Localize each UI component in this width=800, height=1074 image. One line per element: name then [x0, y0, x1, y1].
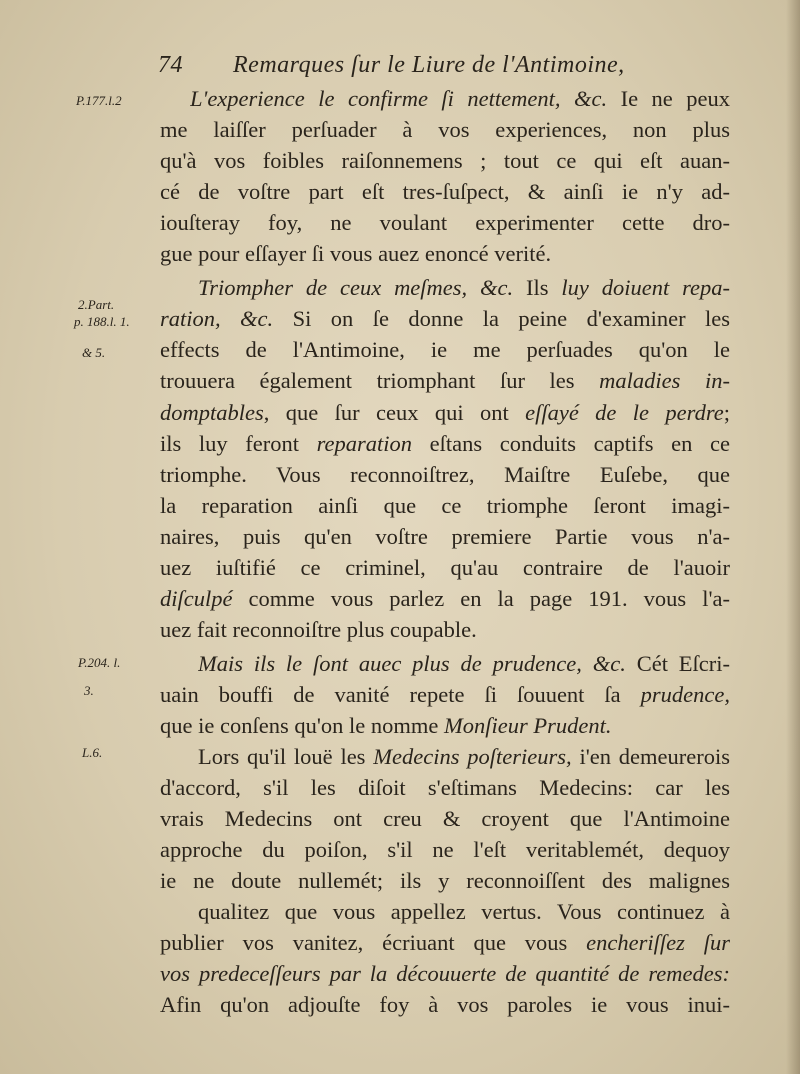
- margin-note: P.204. l.: [78, 655, 121, 670]
- text-line: [160, 990, 730, 1020]
- text-line: [160, 239, 730, 269]
- text-segment: uez fait reconnoiſtre plus coupable.: [160, 616, 477, 642]
- text-segment: uez iuſtifié ce criminel, qu'au contraire de l'auoir: [160, 554, 730, 580]
- text-line: [160, 115, 730, 145]
- text-segment: Lors qu'il louë les: [198, 744, 374, 770]
- margin-note: & 5.: [82, 345, 106, 360]
- italic-segment: ration, &c.: [160, 306, 274, 332]
- text-line: [160, 335, 730, 365]
- text-segment: que ie conſens qu'on le nomme: [160, 713, 444, 738]
- text-line: [160, 928, 730, 958]
- text-segment: cé de voſtre part eſt tres-ſuſpect, & ainſi ie n'y ad-: [160, 179, 730, 205]
- text-line: [160, 304, 730, 334]
- margin-note: 2.Part.: [78, 297, 115, 312]
- text-segment: qu'à vos foibles raiſonnemens ; tout ce qui eſt auan-: [160, 148, 730, 174]
- text-segment: Ils: [513, 275, 562, 301]
- page-edge-shadow: [786, 0, 800, 1074]
- text-line: [160, 553, 730, 583]
- text-segment: gue pour eſſayer ſi vous auez enoncé verité.: [160, 241, 552, 267]
- text-segment: publier vos vanitez, écriuant que vous: [160, 930, 587, 956]
- text-segment: Afin qu'on adjouſte foy à vos paroles ie vous inui-: [160, 992, 730, 1018]
- text-line: [160, 177, 730, 207]
- text-line: [160, 835, 730, 865]
- text-segment: Cét Eſcri-: [625, 650, 730, 676]
- page-number: 74: [158, 52, 183, 78]
- text-segment: la reparation ainſi que ce triomphe ſeront imagi-: [160, 492, 730, 518]
- text-segment: ils luy feront: [160, 430, 317, 456]
- italic-segment: encheriſſez ſur: [586, 930, 730, 956]
- text-segment: approche du poiſon, s'il ne l'eſt veritablemét, dequoy: [160, 837, 730, 863]
- text-segment: iouſteray foy, ne voulant experimenter cette dro-: [160, 210, 730, 236]
- text-segment: triomphe. Vous reconnoiſtrez, Maiſtre Euſebe, que: [160, 461, 730, 487]
- text-line: [160, 146, 730, 176]
- text-segment: ie ne doute nullemét; ils y reconnoiſſent des malignes: [160, 868, 730, 894]
- text-line: [160, 208, 730, 238]
- text-segment: trouuera également triomphant ſur les: [160, 368, 600, 394]
- text-line: [198, 649, 730, 679]
- text-segment: , que ſur ceux qui ont: [263, 399, 526, 425]
- text-line: [160, 866, 730, 896]
- italic-segment: prudence,: [640, 681, 730, 707]
- text-line: [160, 398, 730, 428]
- text-segment: vrais Medecins ont creu & croyent que l'Antimoine: [160, 806, 730, 832]
- text-line: [198, 273, 730, 303]
- text-segment: i'en demeurerois: [571, 744, 730, 770]
- italic-segment: Medecins poſterieurs,: [373, 744, 572, 770]
- italic-segment: reparation: [316, 430, 413, 456]
- text-line: [160, 804, 730, 834]
- text-line: [160, 522, 730, 552]
- text-segment: comme vous parlez en la page 191. vous l'a-: [232, 585, 730, 611]
- text-line: [160, 491, 730, 521]
- text-segment: naires, puis qu'en voſtre premiere Partie vous n'a-: [160, 523, 730, 549]
- text-segment: effects de l'Antimoine, ie me perſuades qu'on le: [160, 337, 730, 363]
- running-header: [158, 52, 648, 79]
- text-segment: qualitez que vous appellez vertus. Vous continuez à: [198, 899, 730, 925]
- margin-note: 3.: [84, 683, 94, 698]
- italic-segment: domptables: [160, 399, 264, 425]
- text-line: [160, 680, 730, 710]
- text-segment: me laiſſer perſuader à vos experiences, non plus: [160, 117, 730, 143]
- text-line: [160, 460, 730, 490]
- text-segment: d'accord, s'il les diſoit s'eſtimans Medecins: car les: [160, 775, 730, 801]
- text-line: [190, 84, 730, 114]
- text-line: [160, 615, 730, 645]
- italic-segment: Triompher de ceux meſmes, &c.: [198, 275, 514, 301]
- text-line: [160, 711, 730, 741]
- italic-segment: eſſayé de le perdre: [525, 399, 724, 425]
- text-segment: ;: [723, 399, 730, 425]
- italic-segment: maladies in-: [599, 368, 730, 394]
- italic-segment: luy doiuent repa-: [561, 275, 730, 301]
- text-segment: eſtans conduits captifs en ce: [412, 430, 730, 456]
- text-line: [160, 429, 730, 459]
- text-line: [160, 584, 730, 614]
- text-line: [160, 959, 730, 989]
- margin-note: p. 188.l. 1.: [74, 314, 130, 329]
- margin-note: L.6.: [82, 745, 103, 760]
- running-title: Remarques ſur le Liure de l'Antimoine,: [233, 52, 625, 78]
- text-segment: Si on ſe donne la peine d'examiner les: [273, 306, 730, 332]
- margin-note: P.177.l.2: [76, 93, 122, 108]
- text-line: [198, 742, 730, 772]
- italic-segment: L'experience le confirme ſi nettement, &c.: [190, 86, 608, 111]
- italic-segment: Monſieur Prudent.: [444, 713, 612, 738]
- italic-segment: Mais ils le ſont auec plus de prudence, &c.: [198, 650, 626, 676]
- italic-segment: diſculpé: [160, 585, 233, 611]
- text-line: [198, 897, 730, 927]
- text-segment: Ie ne peux: [607, 86, 730, 111]
- italic-segment: vos predeceſſeurs par la découuerte de quantité de remedes:: [160, 961, 730, 987]
- text-line: [160, 366, 730, 396]
- text-line: [160, 773, 730, 803]
- text-segment: uain bouffi de vanité repete ſi ſouuent ſa: [160, 681, 641, 707]
